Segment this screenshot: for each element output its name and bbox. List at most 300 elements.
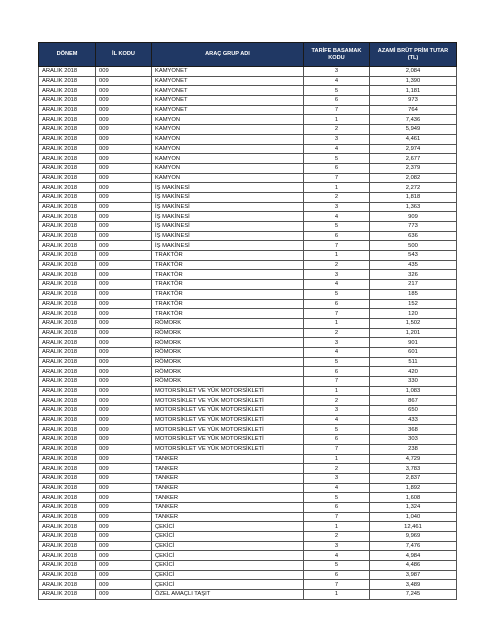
- cell-arac-grup-adi: İŞ MAKİNESİ: [152, 183, 304, 193]
- cell-tarife-basamak-kodu: 6: [304, 570, 370, 580]
- cell-tarife-basamak-kodu: 7: [304, 377, 370, 387]
- cell-tarife-basamak-kodu: 1: [304, 522, 370, 532]
- cell-arac-grup-adi: KAMYON: [152, 154, 304, 164]
- cell-il-kodu: 009: [96, 338, 152, 348]
- cell-azami-brut-prim: 511: [370, 357, 457, 367]
- cell-azami-brut-prim: 185: [370, 289, 457, 299]
- cell-tarife-basamak-kodu: 7: [304, 241, 370, 251]
- cell-tarife-basamak-kodu: 3: [304, 406, 370, 416]
- table-row: [39, 105, 457, 115]
- cell-il-kodu: 009: [96, 454, 152, 464]
- column-header-tarife-basamak-kodu: TARİFE BASAMAK KODU: [304, 43, 370, 67]
- cell-donem: ARALIK 2018: [39, 289, 96, 299]
- cell-tarife-basamak-kodu: 2: [304, 125, 370, 135]
- table-row: [39, 96, 457, 106]
- cell-arac-grup-adi: ÇEKİCİ: [152, 561, 304, 571]
- cell-arac-grup-adi: RÖMORK: [152, 357, 304, 367]
- cell-donem: ARALIK 2018: [39, 76, 96, 86]
- cell-azami-brut-prim: 901: [370, 338, 457, 348]
- cell-donem: ARALIK 2018: [39, 444, 96, 454]
- cell-arac-grup-adi: TRAKTÖR: [152, 289, 304, 299]
- cell-il-kodu: 009: [96, 202, 152, 212]
- cell-arac-grup-adi: RÖMORK: [152, 328, 304, 338]
- cell-arac-grup-adi: İŞ MAKİNESİ: [152, 222, 304, 232]
- cell-il-kodu: 009: [96, 367, 152, 377]
- header-row: [39, 43, 457, 67]
- cell-donem: ARALIK 2018: [39, 105, 96, 115]
- cell-il-kodu: 009: [96, 173, 152, 183]
- cell-arac-grup-adi: İŞ MAKİNESİ: [152, 212, 304, 222]
- cell-arac-grup-adi: KAMYON: [152, 163, 304, 173]
- cell-tarife-basamak-kodu: 5: [304, 357, 370, 367]
- cell-azami-brut-prim: 3,489: [370, 580, 457, 590]
- cell-donem: ARALIK 2018: [39, 173, 96, 183]
- cell-donem: ARALIK 2018: [39, 541, 96, 551]
- column-header-donem: DÖNEM: [39, 43, 96, 67]
- table-row: [39, 541, 457, 551]
- cell-il-kodu: 009: [96, 251, 152, 261]
- cell-il-kodu: 009: [96, 260, 152, 270]
- premium-table: [38, 42, 457, 600]
- cell-il-kodu: 009: [96, 570, 152, 580]
- cell-donem: ARALIK 2018: [39, 115, 96, 125]
- cell-il-kodu: 009: [96, 502, 152, 512]
- cell-il-kodu: 009: [96, 270, 152, 280]
- cell-il-kodu: 009: [96, 318, 152, 328]
- cell-azami-brut-prim: 7,245: [370, 590, 457, 600]
- cell-tarife-basamak-kodu: 1: [304, 183, 370, 193]
- cell-donem: ARALIK 2018: [39, 299, 96, 309]
- cell-azami-brut-prim: 217: [370, 280, 457, 290]
- cell-azami-brut-prim: 2,837: [370, 473, 457, 483]
- table-row: [39, 212, 457, 222]
- cell-azami-brut-prim: 2,084: [370, 67, 457, 77]
- table-row: [39, 512, 457, 522]
- cell-donem: ARALIK 2018: [39, 328, 96, 338]
- table-row: [39, 231, 457, 241]
- cell-il-kodu: 009: [96, 241, 152, 251]
- cell-azami-brut-prim: 1,083: [370, 386, 457, 396]
- cell-azami-brut-prim: 1,324: [370, 502, 457, 512]
- cell-azami-brut-prim: 7,436: [370, 115, 457, 125]
- cell-arac-grup-adi: KAMYONET: [152, 86, 304, 96]
- cell-tarife-basamak-kodu: 3: [304, 67, 370, 77]
- cell-donem: ARALIK 2018: [39, 222, 96, 232]
- cell-donem: ARALIK 2018: [39, 183, 96, 193]
- cell-azami-brut-prim: 3,783: [370, 464, 457, 474]
- table-row: [39, 338, 457, 348]
- cell-arac-grup-adi: İŞ MAKİNESİ: [152, 192, 304, 202]
- cell-arac-grup-adi: ÇEKİCİ: [152, 551, 304, 561]
- cell-il-kodu: 009: [96, 212, 152, 222]
- cell-il-kodu: 009: [96, 444, 152, 454]
- table-row: [39, 483, 457, 493]
- cell-arac-grup-adi: MOTORSİKLET VE YÜK MOTORSİKLETİ: [152, 386, 304, 396]
- table-row: [39, 357, 457, 367]
- cell-tarife-basamak-kodu: 3: [304, 270, 370, 280]
- table-row: [39, 532, 457, 542]
- cell-arac-grup-adi: ÇEKİCİ: [152, 532, 304, 542]
- cell-il-kodu: 009: [96, 125, 152, 135]
- cell-il-kodu: 009: [96, 532, 152, 542]
- cell-donem: ARALIK 2018: [39, 347, 96, 357]
- table-row: [39, 280, 457, 290]
- cell-azami-brut-prim: 4,729: [370, 454, 457, 464]
- cell-arac-grup-adi: KAMYONET: [152, 105, 304, 115]
- cell-il-kodu: 009: [96, 522, 152, 532]
- table-row: [39, 76, 457, 86]
- table-row: [39, 241, 457, 251]
- cell-il-kodu: 009: [96, 493, 152, 503]
- cell-tarife-basamak-kodu: 5: [304, 561, 370, 571]
- table-row: [39, 590, 457, 600]
- cell-donem: ARALIK 2018: [39, 338, 96, 348]
- table-row: [39, 435, 457, 445]
- cell-arac-grup-adi: İŞ MAKİNESİ: [152, 231, 304, 241]
- table-row: [39, 473, 457, 483]
- column-header-arac-grup-adi: ARAÇ GRUP ADI: [152, 43, 304, 67]
- cell-donem: ARALIK 2018: [39, 309, 96, 319]
- cell-arac-grup-adi: MOTORSİKLET VE YÜK MOTORSİKLETİ: [152, 415, 304, 425]
- cell-donem: ARALIK 2018: [39, 134, 96, 144]
- table-row: [39, 260, 457, 270]
- cell-azami-brut-prim: 4,461: [370, 134, 457, 144]
- cell-arac-grup-adi: TRAKTÖR: [152, 280, 304, 290]
- cell-donem: ARALIK 2018: [39, 231, 96, 241]
- table-row: [39, 67, 457, 77]
- cell-tarife-basamak-kodu: 7: [304, 105, 370, 115]
- cell-azami-brut-prim: 330: [370, 377, 457, 387]
- cell-azami-brut-prim: 543: [370, 251, 457, 261]
- cell-tarife-basamak-kodu: 7: [304, 173, 370, 183]
- cell-azami-brut-prim: 4,984: [370, 551, 457, 561]
- cell-tarife-basamak-kodu: 1: [304, 590, 370, 600]
- cell-il-kodu: 009: [96, 541, 152, 551]
- cell-il-kodu: 009: [96, 280, 152, 290]
- cell-donem: ARALIK 2018: [39, 406, 96, 416]
- cell-tarife-basamak-kodu: 2: [304, 328, 370, 338]
- cell-azami-brut-prim: 636: [370, 231, 457, 241]
- cell-arac-grup-adi: ÇEKİCİ: [152, 522, 304, 532]
- table-row: [39, 134, 457, 144]
- cell-donem: ARALIK 2018: [39, 425, 96, 435]
- cell-il-kodu: 009: [96, 551, 152, 561]
- cell-arac-grup-adi: RÖMORK: [152, 338, 304, 348]
- cell-arac-grup-adi: TANKER: [152, 483, 304, 493]
- cell-tarife-basamak-kodu: 1: [304, 251, 370, 261]
- cell-arac-grup-adi: ÖZEL AMAÇLI TAŞIT: [152, 590, 304, 600]
- cell-azami-brut-prim: 1,040: [370, 512, 457, 522]
- cell-azami-brut-prim: 500: [370, 241, 457, 251]
- cell-arac-grup-adi: RÖMORK: [152, 347, 304, 357]
- table-row: [39, 377, 457, 387]
- cell-tarife-basamak-kodu: 1: [304, 386, 370, 396]
- cell-arac-grup-adi: TRAKTÖR: [152, 251, 304, 261]
- cell-donem: ARALIK 2018: [39, 532, 96, 542]
- table-row: [39, 222, 457, 232]
- cell-tarife-basamak-kodu: 5: [304, 425, 370, 435]
- cell-arac-grup-adi: TANKER: [152, 473, 304, 483]
- cell-donem: ARALIK 2018: [39, 318, 96, 328]
- cell-donem: ARALIK 2018: [39, 473, 96, 483]
- cell-donem: ARALIK 2018: [39, 67, 96, 77]
- cell-il-kodu: 009: [96, 154, 152, 164]
- cell-tarife-basamak-kodu: 1: [304, 115, 370, 125]
- cell-arac-grup-adi: TRAKTÖR: [152, 299, 304, 309]
- cell-azami-brut-prim: 1,390: [370, 76, 457, 86]
- cell-il-kodu: 009: [96, 163, 152, 173]
- table-row: [39, 415, 457, 425]
- cell-tarife-basamak-kodu: 7: [304, 580, 370, 590]
- table-row: [39, 580, 457, 590]
- cell-donem: ARALIK 2018: [39, 580, 96, 590]
- table-row: [39, 347, 457, 357]
- cell-arac-grup-adi: KAMYON: [152, 173, 304, 183]
- table-row: [39, 115, 457, 125]
- table-row: [39, 154, 457, 164]
- cell-azami-brut-prim: 435: [370, 260, 457, 270]
- cell-il-kodu: 009: [96, 134, 152, 144]
- cell-il-kodu: 009: [96, 377, 152, 387]
- cell-tarife-basamak-kodu: 3: [304, 202, 370, 212]
- table-row: [39, 444, 457, 454]
- table-row: [39, 183, 457, 193]
- table-row: [39, 396, 457, 406]
- cell-tarife-basamak-kodu: 4: [304, 347, 370, 357]
- cell-donem: ARALIK 2018: [39, 251, 96, 261]
- table-row: [39, 251, 457, 261]
- cell-donem: ARALIK 2018: [39, 367, 96, 377]
- cell-azami-brut-prim: 1,363: [370, 202, 457, 212]
- cell-arac-grup-adi: TANKER: [152, 493, 304, 503]
- cell-azami-brut-prim: 1,502: [370, 318, 457, 328]
- cell-arac-grup-adi: TRAKTÖR: [152, 309, 304, 319]
- cell-azami-brut-prim: 238: [370, 444, 457, 454]
- cell-tarife-basamak-kodu: 3: [304, 338, 370, 348]
- cell-tarife-basamak-kodu: 7: [304, 512, 370, 522]
- cell-arac-grup-adi: MOTORSİKLET VE YÜK MOTORSİKLETİ: [152, 406, 304, 416]
- cell-il-kodu: 009: [96, 425, 152, 435]
- cell-tarife-basamak-kodu: 6: [304, 502, 370, 512]
- table-row: [39, 454, 457, 464]
- cell-azami-brut-prim: 1,818: [370, 192, 457, 202]
- cell-tarife-basamak-kodu: 2: [304, 192, 370, 202]
- table-row: [39, 570, 457, 580]
- cell-tarife-basamak-kodu: 6: [304, 299, 370, 309]
- cell-azami-brut-prim: 773: [370, 222, 457, 232]
- cell-arac-grup-adi: KAMYONET: [152, 67, 304, 77]
- table-row: [39, 551, 457, 561]
- cell-donem: ARALIK 2018: [39, 377, 96, 387]
- cell-il-kodu: 009: [96, 309, 152, 319]
- cell-donem: ARALIK 2018: [39, 260, 96, 270]
- cell-arac-grup-adi: RÖMORK: [152, 377, 304, 387]
- cell-azami-brut-prim: 5,949: [370, 125, 457, 135]
- cell-donem: ARALIK 2018: [39, 270, 96, 280]
- cell-il-kodu: 009: [96, 347, 152, 357]
- table-row: [39, 163, 457, 173]
- cell-il-kodu: 009: [96, 222, 152, 232]
- cell-azami-brut-prim: 1,181: [370, 86, 457, 96]
- cell-arac-grup-adi: KAMYONET: [152, 96, 304, 106]
- cell-tarife-basamak-kodu: 5: [304, 289, 370, 299]
- cell-arac-grup-adi: KAMYONET: [152, 76, 304, 86]
- cell-arac-grup-adi: KAMYON: [152, 125, 304, 135]
- cell-donem: ARALIK 2018: [39, 96, 96, 106]
- cell-arac-grup-adi: KAMYON: [152, 144, 304, 154]
- cell-azami-brut-prim: 12,461: [370, 522, 457, 532]
- cell-donem: ARALIK 2018: [39, 154, 96, 164]
- cell-arac-grup-adi: ÇEKİCİ: [152, 541, 304, 551]
- cell-il-kodu: 009: [96, 289, 152, 299]
- table-row: [39, 289, 457, 299]
- table-row: [39, 270, 457, 280]
- cell-arac-grup-adi: TANKER: [152, 454, 304, 464]
- table-row: [39, 502, 457, 512]
- table-header: [39, 43, 457, 67]
- cell-tarife-basamak-kodu: 3: [304, 541, 370, 551]
- cell-donem: ARALIK 2018: [39, 212, 96, 222]
- cell-il-kodu: 009: [96, 415, 152, 425]
- cell-arac-grup-adi: KAMYON: [152, 134, 304, 144]
- cell-il-kodu: 009: [96, 144, 152, 154]
- cell-tarife-basamak-kodu: 7: [304, 444, 370, 454]
- cell-arac-grup-adi: TANKER: [152, 512, 304, 522]
- cell-tarife-basamak-kodu: 3: [304, 134, 370, 144]
- cell-tarife-basamak-kodu: 3: [304, 473, 370, 483]
- cell-il-kodu: 009: [96, 299, 152, 309]
- cell-donem: ARALIK 2018: [39, 202, 96, 212]
- cell-tarife-basamak-kodu: 6: [304, 435, 370, 445]
- cell-tarife-basamak-kodu: 4: [304, 415, 370, 425]
- cell-donem: ARALIK 2018: [39, 483, 96, 493]
- cell-azami-brut-prim: 1,201: [370, 328, 457, 338]
- cell-arac-grup-adi: MOTORSİKLET VE YÜK MOTORSİKLETİ: [152, 444, 304, 454]
- cell-il-kodu: 009: [96, 396, 152, 406]
- table-row: [39, 386, 457, 396]
- cell-donem: ARALIK 2018: [39, 192, 96, 202]
- table-row: [39, 86, 457, 96]
- table-row: [39, 144, 457, 154]
- cell-tarife-basamak-kodu: 6: [304, 163, 370, 173]
- cell-il-kodu: 009: [96, 86, 152, 96]
- cell-azami-brut-prim: 2,677: [370, 154, 457, 164]
- table-row: [39, 125, 457, 135]
- cell-tarife-basamak-kodu: 5: [304, 222, 370, 232]
- cell-il-kodu: 009: [96, 231, 152, 241]
- cell-arac-grup-adi: İŞ MAKİNESİ: [152, 202, 304, 212]
- cell-donem: ARALIK 2018: [39, 551, 96, 561]
- cell-arac-grup-adi: TANKER: [152, 502, 304, 512]
- cell-donem: ARALIK 2018: [39, 241, 96, 251]
- cell-azami-brut-prim: 9,969: [370, 532, 457, 542]
- cell-il-kodu: 009: [96, 386, 152, 396]
- cell-il-kodu: 009: [96, 76, 152, 86]
- cell-azami-brut-prim: 1,608: [370, 493, 457, 503]
- cell-donem: ARALIK 2018: [39, 415, 96, 425]
- cell-donem: ARALIK 2018: [39, 512, 96, 522]
- cell-tarife-basamak-kodu: 4: [304, 280, 370, 290]
- cell-donem: ARALIK 2018: [39, 163, 96, 173]
- cell-tarife-basamak-kodu: 2: [304, 532, 370, 542]
- cell-arac-grup-adi: TANKER: [152, 464, 304, 474]
- cell-azami-brut-prim: 7,476: [370, 541, 457, 551]
- cell-azami-brut-prim: 420: [370, 367, 457, 377]
- table-row: [39, 309, 457, 319]
- cell-tarife-basamak-kodu: 4: [304, 551, 370, 561]
- cell-donem: ARALIK 2018: [39, 561, 96, 571]
- cell-arac-grup-adi: TRAKTÖR: [152, 260, 304, 270]
- cell-azami-brut-prim: 601: [370, 347, 457, 357]
- cell-arac-grup-adi: ÇEKİCİ: [152, 580, 304, 590]
- cell-tarife-basamak-kodu: 7: [304, 309, 370, 319]
- cell-tarife-basamak-kodu: 1: [304, 318, 370, 328]
- cell-arac-grup-adi: İŞ MAKİNESİ: [152, 241, 304, 251]
- cell-azami-brut-prim: 909: [370, 212, 457, 222]
- table-body: [39, 67, 457, 600]
- cell-tarife-basamak-kodu: 4: [304, 483, 370, 493]
- cell-tarife-basamak-kodu: 2: [304, 260, 370, 270]
- cell-azami-brut-prim: 2,379: [370, 163, 457, 173]
- cell-donem: ARALIK 2018: [39, 570, 96, 580]
- cell-il-kodu: 009: [96, 115, 152, 125]
- cell-tarife-basamak-kodu: 6: [304, 367, 370, 377]
- cell-azami-brut-prim: 2,272: [370, 183, 457, 193]
- cell-azami-brut-prim: 4,486: [370, 561, 457, 571]
- cell-il-kodu: 009: [96, 183, 152, 193]
- cell-arac-grup-adi: MOTORSİKLET VE YÜK MOTORSİKLETİ: [152, 435, 304, 445]
- cell-azami-brut-prim: 326: [370, 270, 457, 280]
- cell-il-kodu: 009: [96, 483, 152, 493]
- cell-il-kodu: 009: [96, 67, 152, 77]
- column-header-il-kodu: İL KODU: [96, 43, 152, 67]
- table-row: [39, 464, 457, 474]
- cell-azami-brut-prim: 2,082: [370, 173, 457, 183]
- cell-il-kodu: 009: [96, 590, 152, 600]
- cell-il-kodu: 009: [96, 561, 152, 571]
- cell-donem: ARALIK 2018: [39, 86, 96, 96]
- cell-tarife-basamak-kodu: 5: [304, 154, 370, 164]
- cell-arac-grup-adi: RÖMORK: [152, 367, 304, 377]
- cell-azami-brut-prim: 973: [370, 96, 457, 106]
- cell-azami-brut-prim: 650: [370, 406, 457, 416]
- table-row: [39, 202, 457, 212]
- cell-il-kodu: 009: [96, 473, 152, 483]
- cell-tarife-basamak-kodu: 2: [304, 396, 370, 406]
- table-row: [39, 406, 457, 416]
- cell-tarife-basamak-kodu: 1: [304, 454, 370, 464]
- cell-donem: ARALIK 2018: [39, 144, 96, 154]
- cell-arac-grup-adi: TRAKTÖR: [152, 270, 304, 280]
- cell-donem: ARALIK 2018: [39, 493, 96, 503]
- cell-donem: ARALIK 2018: [39, 522, 96, 532]
- cell-donem: ARALIK 2018: [39, 280, 96, 290]
- cell-il-kodu: 009: [96, 105, 152, 115]
- cell-il-kodu: 009: [96, 512, 152, 522]
- cell-tarife-basamak-kodu: 4: [304, 212, 370, 222]
- table-row: [39, 318, 457, 328]
- cell-azami-brut-prim: 152: [370, 299, 457, 309]
- cell-donem: ARALIK 2018: [39, 464, 96, 474]
- cell-tarife-basamak-kodu: 4: [304, 76, 370, 86]
- cell-il-kodu: 009: [96, 357, 152, 367]
- cell-il-kodu: 009: [96, 96, 152, 106]
- cell-arac-grup-adi: ÇEKİCİ: [152, 570, 304, 580]
- cell-donem: ARALIK 2018: [39, 125, 96, 135]
- cell-arac-grup-adi: KAMYON: [152, 115, 304, 125]
- cell-il-kodu: 009: [96, 406, 152, 416]
- cell-azami-brut-prim: 867: [370, 396, 457, 406]
